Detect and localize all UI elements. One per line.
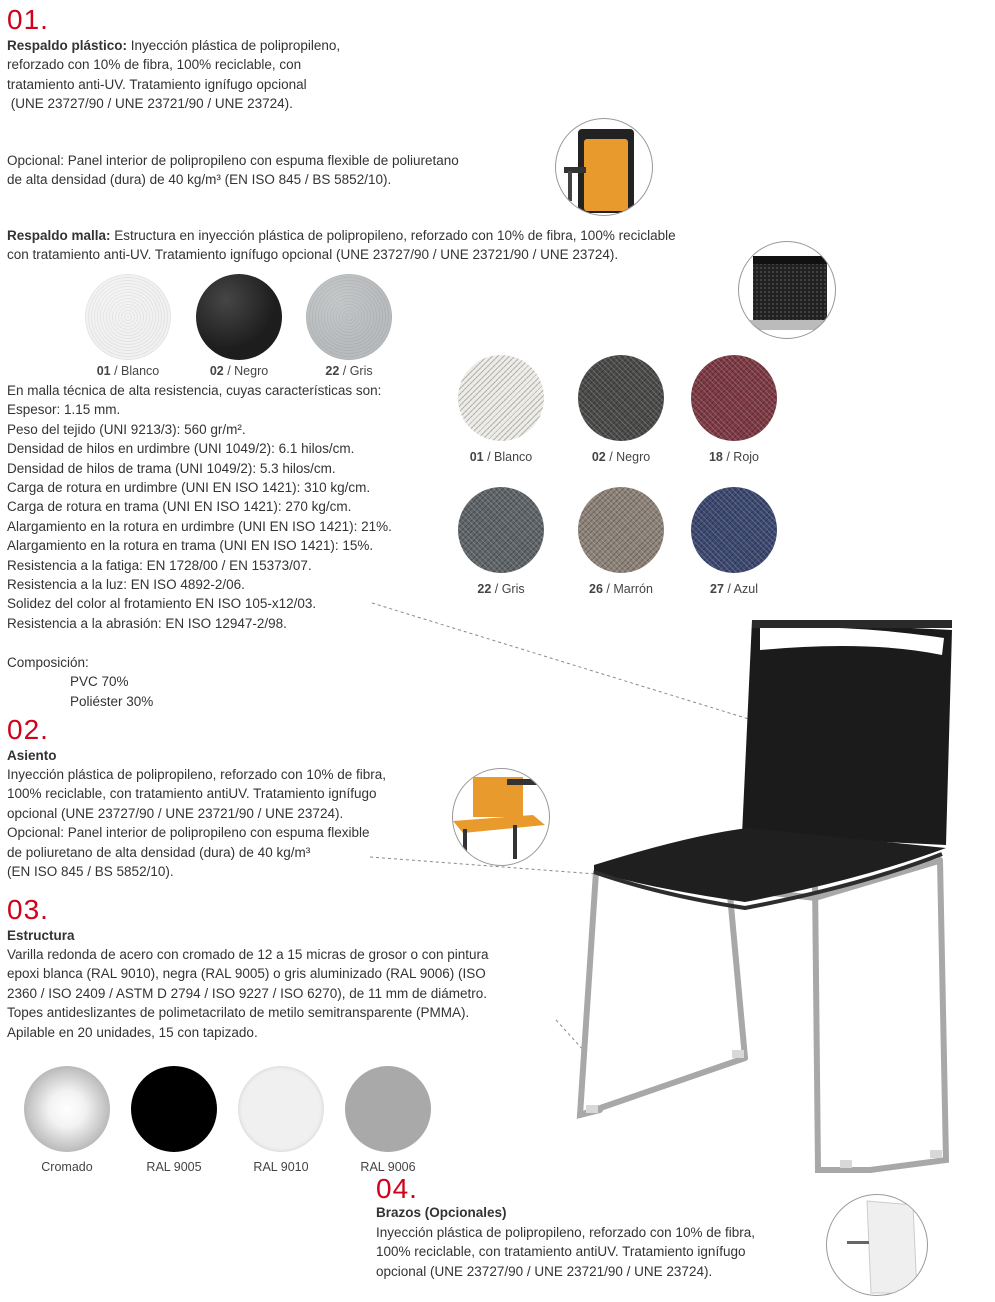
text-line: (EN ISO 845 / BS 5852/10).: [7, 864, 174, 880]
section-number-01: 01.: [7, 4, 49, 35]
text-line: [7, 55, 340, 74]
section-number-03: 03.: [7, 894, 49, 925]
mesh-backrest-photo: [738, 241, 836, 339]
text: (UNE 23727/90 / UNE 23721/90 / UNE 23724).: [7, 96, 293, 112]
text-line: Varilla redonda de acero con cromado de 12 a 15 micras de grosor o con pintura: [7, 947, 489, 962]
color-swatch: [238, 1066, 324, 1152]
color-swatch: [691, 355, 777, 441]
text-line: Densidad de hilos de trama (UNI 1049/2): 5.3 hilos/cm.: [7, 460, 336, 476]
optional-panel-text: [7, 151, 459, 190]
text-line: opcional (UNE 23727/90 / UNE 23721/90 / UNE 23724).: [7, 805, 344, 821]
seat-photo: [452, 768, 550, 866]
text-line: Alargamiento en la rotura en trama (UNI EN ISO 1421): 15%.: [7, 538, 374, 554]
color-swatch: [578, 355, 664, 441]
swatch-label: 02 / Negro: [591, 450, 651, 464]
text-line: [7, 226, 676, 245]
text-line: 100% reciclable, con tratamiento antiUV. Tratamiento ignífugo: [7, 786, 377, 802]
swatch-label: 22 / Gris: [477, 582, 525, 596]
text-line: [7, 170, 459, 189]
swatch-label: Cromado: [41, 1160, 93, 1174]
text-line: Espesor: 1.15 mm.: [7, 402, 121, 418]
mesh-specifications: [7, 381, 392, 633]
color-swatch: [196, 274, 282, 360]
swatch-label: RAL 9005: [146, 1160, 202, 1174]
text: Inyección plástica de polipropileno,: [127, 38, 341, 53]
label-bold: Respaldo plástico:: [7, 38, 128, 53]
swatch-label: 26 / Marrón: [589, 582, 653, 596]
text-line: Resistencia a la abrasión: EN ISO 12947-2/98.: [7, 615, 287, 631]
text-line: [7, 75, 340, 94]
seat-description: [7, 765, 386, 881]
section-number-04: 04.: [376, 1173, 418, 1204]
text-line: [7, 151, 459, 170]
swatch-label: RAL 9006: [360, 1160, 416, 1174]
text-line: [7, 36, 340, 55]
text: Opcional: Panel interior de polipropileno con espuma flexible de poliuretano: [7, 153, 459, 168]
text-line: Peso del tejido (UNI 9213/3): 560 gr/m².: [7, 421, 246, 437]
composition-pvc: PVC 70%: [70, 674, 129, 689]
color-swatch: [24, 1066, 110, 1152]
arms-title: Brazos (Opcionales): [376, 1205, 507, 1220]
structure-title: Estructura: [7, 928, 75, 943]
arms-description: [376, 1223, 755, 1281]
text: de alta densidad (dura) de 40 kg/m³ (EN ISO 845 / BS 5852/10).: [7, 172, 392, 188]
structure-description: [7, 945, 489, 1042]
text: con tratamiento anti-UV. Tratamiento ignífugo opcional (UNE 23727/90 / UNE 23721/90 / UNE 23724).: [7, 247, 619, 263]
color-swatch: [458, 355, 544, 441]
swatch-label: 01 / Blanco: [469, 450, 533, 464]
text-line: Inyección plástica de polipropileno, reforzado con 10% de fibra,: [7, 767, 386, 782]
swatch-label: 02 / Negro: [209, 364, 269, 378]
swatch-label: 01 / Blanco: [96, 364, 160, 378]
text-line: opcional (UNE 23727/90 / UNE 23721/90 / UNE 23724).: [376, 1263, 713, 1279]
color-swatch: [458, 487, 544, 573]
arm-photo: [826, 1194, 928, 1296]
plastic-backrest-photo: [555, 118, 653, 216]
text-line: Topes antideslizantes de polimetacrilato de metilo semitransparente (PMMA).: [7, 1005, 470, 1021]
color-swatch: [345, 1066, 431, 1152]
color-swatch: [85, 274, 171, 360]
text-line: Densidad de hilos en urdimbre (UNI 1049/2): 6.1 hilos/cm.: [7, 441, 355, 457]
swatch-label: 18 / Rojo: [708, 450, 760, 464]
swatch-label: RAL 9010: [253, 1160, 309, 1174]
swatch-label: 22 / Gris: [325, 364, 373, 378]
text-line: Carga de rotura en trama (UNI EN ISO 1421): 270 kg/cm.: [7, 499, 352, 515]
text-line: Inyección plástica de polipropileno, reforzado con 10% de fibra,: [376, 1225, 755, 1240]
text-line: 2360 / ISO 2409 / ASTM D 2794 / ISO 9227 / ISO 6270), de 11 mm de diámetro.: [7, 985, 488, 1001]
composition-label: Composición:: [7, 655, 89, 670]
text-line: Solidez del color al frotamiento EN ISO 105-x12/03.: [7, 596, 317, 612]
text: Estructura en inyección plástica de polipropileno, reforzado con 10% de fibra, 100% reciclable: [110, 228, 676, 243]
text-line: Carga de rotura en urdimbre (UNI EN ISO 1421): 310 kg/cm.: [7, 480, 371, 496]
chair-illustration: [570, 610, 965, 1180]
text: reforzado con 10% de fibra, 100% reciclable, con: [7, 57, 302, 73]
text-line: 100% reciclable, con tratamiento antiUV. Tratamiento ignífugo: [376, 1244, 746, 1260]
composition-polyester: Poliéster 30%: [70, 694, 154, 709]
text-line: [7, 94, 340, 113]
label-bold: Respaldo malla:: [7, 228, 111, 243]
text-line: epoxi blanca (RAL 9010), negra (RAL 9005) o gris aluminizado (RAL 9006) (ISO: [7, 966, 486, 982]
mesh-backrest-text: [7, 226, 676, 265]
text-line: Apilable en 20 unidades, 15 con tapizado.: [7, 1024, 258, 1040]
seat-title: Asiento: [7, 748, 57, 763]
color-swatch: [306, 274, 392, 360]
color-swatch: [578, 487, 664, 573]
text-line: Resistencia a la luz: EN ISO 4892-2/06.: [7, 577, 245, 593]
text-line: Opcional: Panel interior de polipropileno con espuma flexible: [7, 825, 370, 841]
text-line: [7, 245, 676, 264]
swatch-label: 27 / Azul: [710, 582, 758, 596]
text-line: Alargamiento en la rotura en urdimbre (UNI EN ISO 1421): 21%.: [7, 518, 392, 534]
color-swatch: [131, 1066, 217, 1152]
color-swatch: [691, 487, 777, 573]
text-line: Resistencia a la fatiga: EN 1728/00 / EN 15373/07.: [7, 557, 312, 573]
plastic-backrest-text: [7, 36, 340, 114]
section-number-02: 02.: [7, 714, 49, 745]
text-line: de poliuretano de alta densidad (dura) de 40 kg/m³: [7, 844, 311, 860]
text-line: En malla técnica de alta resistencia, cuyas características son:: [7, 383, 382, 398]
text: tratamiento anti-UV. Tratamiento ignífugo opcional: [7, 76, 307, 92]
